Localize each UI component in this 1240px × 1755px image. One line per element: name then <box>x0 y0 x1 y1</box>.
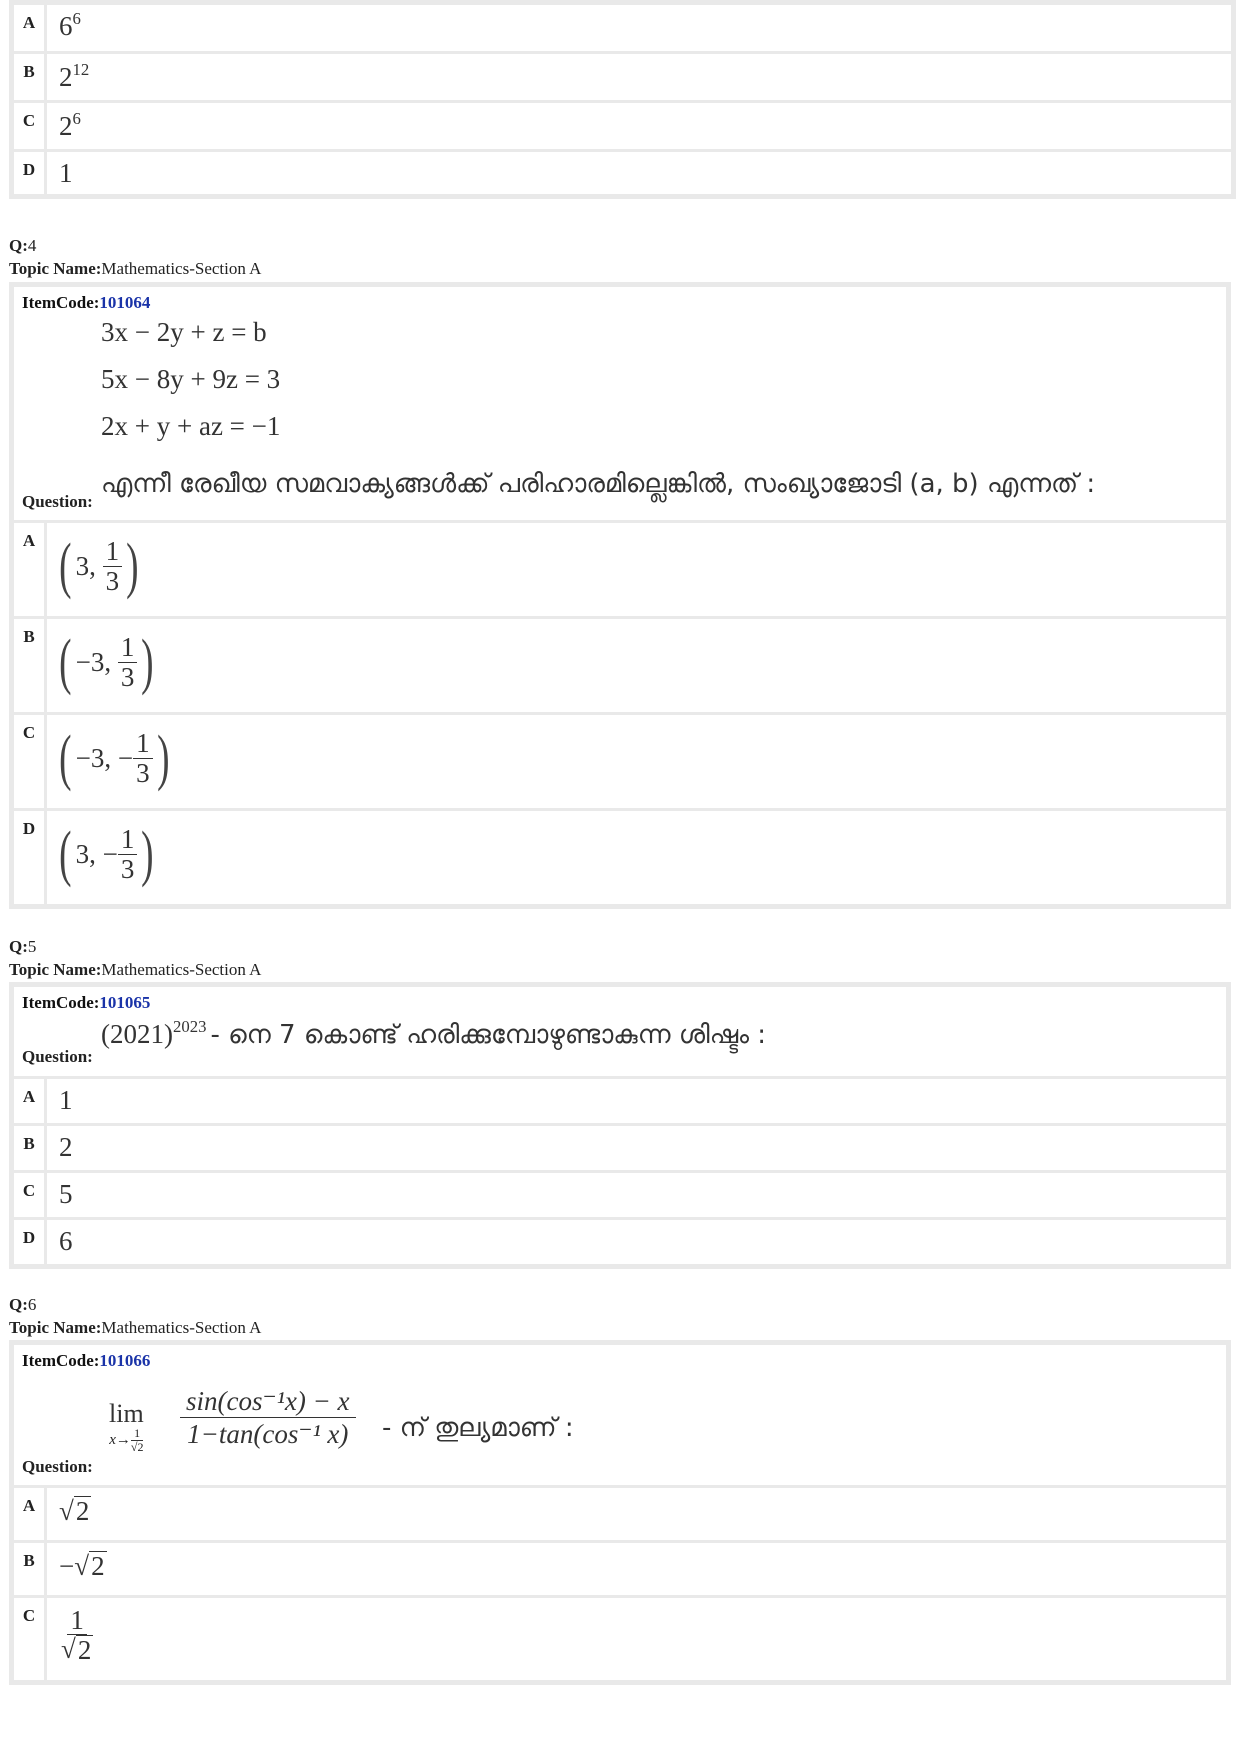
option-value: 1 <box>59 158 73 188</box>
q4-box <box>9 282 1231 909</box>
option-row[interactable] <box>14 1220 1226 1264</box>
option-label: B <box>14 619 44 712</box>
question-label: Question: <box>22 1047 93 1066</box>
item-code: ItemCode:101065 <box>22 993 151 1012</box>
option-row[interactable] <box>14 715 1226 808</box>
option-label: C <box>14 1598 44 1680</box>
option-value: $6^6$ <box>59 9 81 41</box>
item-code: ItemCode:101066 <box>22 1351 151 1370</box>
option-label: D <box>14 1220 44 1264</box>
option-row[interactable] <box>14 523 1226 616</box>
option-value: ( −3, $\frac{1}{3}$ ) <box>59 628 154 696</box>
option-value: $2^6$ <box>59 109 81 141</box>
option-value: − √ 2 <box>59 1551 105 1581</box>
option-row[interactable] <box>14 1079 1226 1123</box>
option-value: 2 <box>59 1132 73 1162</box>
question-cell <box>14 287 1226 520</box>
option-value: 1 √ 2 <box>61 1605 92 1666</box>
option-row[interactable] <box>14 5 1231 51</box>
option-row[interactable] <box>14 1488 1226 1540</box>
option-row[interactable] <box>14 1598 1226 1680</box>
option-label: B <box>14 54 44 100</box>
equation: 5x − 8y + 9z = 3 <box>101 364 281 394</box>
topic-name: Topic Name:Mathematics-Section A <box>9 1318 262 1337</box>
option-row[interactable] <box>14 619 1226 712</box>
option-label: D <box>14 811 44 904</box>
question-number: Q:5 <box>9 937 37 956</box>
question-text: $(2021)^{2023}$ - നെ 7 കൊണ്ട് ഹരിക്കുമ്പോഴുണ്ടാകുന്ന ശിഷ്ടം : <box>101 1017 767 1050</box>
question-cell <box>14 987 1226 1076</box>
option-row[interactable] <box>14 811 1226 904</box>
option-row[interactable] <box>14 1126 1226 1170</box>
limit-operator: lim x→ $\frac{1}{√2}$ <box>109 1399 144 1454</box>
option-label: A <box>14 5 44 51</box>
question-cell <box>14 1345 1226 1485</box>
q3-options-box <box>9 0 1236 199</box>
option-row[interactable] <box>14 1173 1226 1217</box>
option-value: ( 3, $\frac{1}{3}$ ) <box>59 532 139 600</box>
limit-expression: $\frac{\text{sin(cos⁻¹x) − x}}{\text{1−tan(cos⁻¹ x)}}$ <box>180 1387 356 1449</box>
option-label: B <box>14 1543 44 1595</box>
q6-box <box>9 1340 1231 1685</box>
option-label: A <box>14 1488 44 1540</box>
option-value: 6 <box>59 1226 73 1256</box>
option-label: C <box>14 103 44 149</box>
option-row[interactable] <box>14 54 1231 100</box>
q5-box <box>9 982 1231 1269</box>
option-label: B <box>14 1126 44 1170</box>
question-label: Question: <box>22 1457 93 1476</box>
option-label: C <box>14 1173 44 1217</box>
question-label: Question: <box>22 492 93 511</box>
item-code: ItemCode:101064 <box>22 293 151 312</box>
option-value: ( 3, − $\frac{1}{3}$ ) <box>59 820 154 888</box>
question-text: എന്നീ രേഖീയ സമവാക്യങ്ങൾക്ക് പരിഹാരമില്ലെങ്കിൽ, സംഖ്യാജോടി (a, b) എന്നത് : <box>101 469 1096 499</box>
option-row[interactable] <box>14 1543 1226 1595</box>
option-label: A <box>14 1079 44 1123</box>
equation: 2x + y + az = −1 <box>101 411 281 441</box>
question-number: Q:4 <box>9 236 37 255</box>
option-row[interactable] <box>14 103 1231 149</box>
question-number: Q:6 <box>9 1295 37 1314</box>
option-value: ( −3, − $\frac{1}{3}$ ) <box>59 724 170 792</box>
option-row[interactable] <box>14 152 1231 194</box>
option-label: D <box>14 152 44 194</box>
option-value: √ 2 <box>59 1496 90 1526</box>
option-label: A <box>14 523 44 616</box>
option-value: 5 <box>59 1179 73 1209</box>
option-value: $2^{12}$ <box>59 60 90 92</box>
topic-name: Topic Name:Mathematics-Section A <box>9 960 262 979</box>
option-value: 1 <box>59 1085 73 1115</box>
equation: 3x − 2y + z = b <box>101 317 267 347</box>
topic-name: Topic Name:Mathematics-Section A <box>9 259 262 278</box>
option-label: C <box>14 715 44 808</box>
question-text: - ന് തുല്യമാണ് : <box>382 1413 574 1443</box>
